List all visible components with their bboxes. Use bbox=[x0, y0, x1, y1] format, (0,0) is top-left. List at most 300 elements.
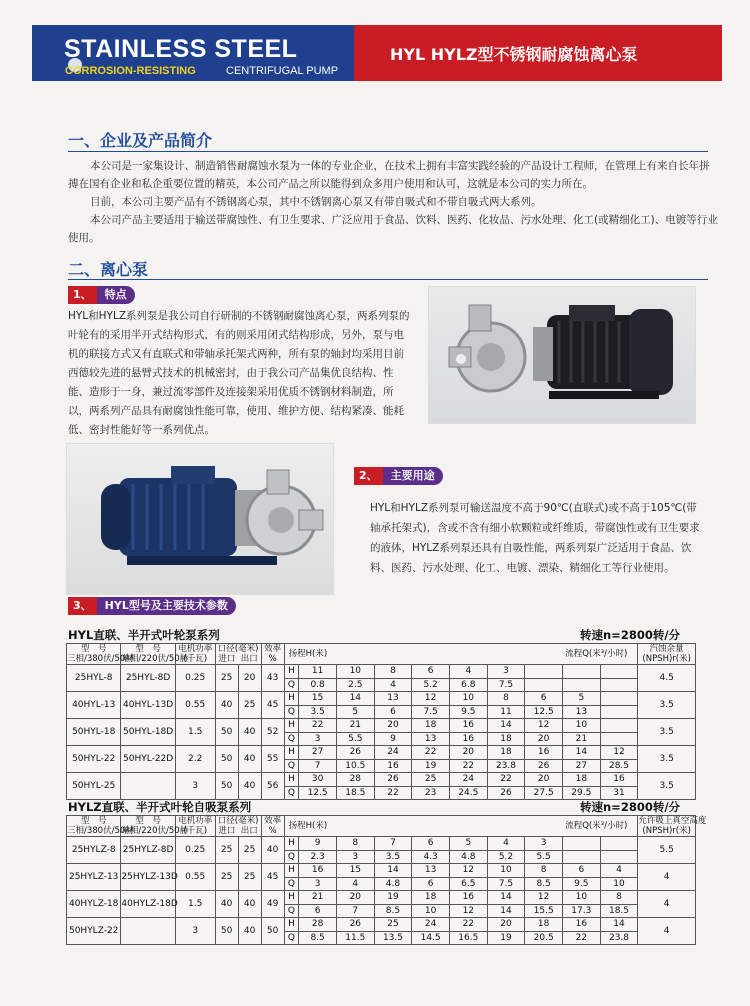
hylz-spec-table bbox=[66, 815, 707, 945]
head-value: 13 bbox=[412, 864, 450, 878]
divider bbox=[68, 279, 708, 280]
table-text: (NPSH)r(米) bbox=[642, 654, 691, 664]
flow-value: 21 bbox=[562, 732, 600, 746]
head-value: 8 bbox=[374, 665, 412, 679]
feature-tag bbox=[68, 286, 135, 304]
flow-value: 3 bbox=[299, 732, 337, 746]
flow-value: 10 bbox=[600, 877, 638, 891]
q-label: Q bbox=[284, 732, 299, 746]
flow-value: 5.2 bbox=[412, 678, 450, 692]
flow-value: 3.5 bbox=[374, 850, 412, 864]
outlet-cell: 40 bbox=[238, 891, 261, 918]
flow-value: 22 bbox=[449, 759, 487, 773]
flow-value: 9.5 bbox=[562, 877, 600, 891]
col-npsh-header bbox=[638, 816, 707, 837]
flow-value: 23.8 bbox=[600, 931, 638, 945]
flow-value bbox=[562, 850, 600, 864]
head-value: 20 bbox=[336, 891, 374, 905]
intro-p1: 本公司是一家集设计、制造销售耐腐蚀水泵为一体的专业企业，在技术上拥有丰富实践经验的产品设计工程师，在管理上有来自长年拼搏在国有企业和私企重要位置的精英，本公司产品之所以能得到众多用户使用和认可，这就是本公司的实力所在。 bbox=[68, 160, 710, 190]
head-value bbox=[600, 837, 638, 851]
power-cell: 0.25 bbox=[175, 665, 215, 692]
head-value bbox=[600, 665, 638, 679]
power-cell: 0.55 bbox=[175, 864, 215, 891]
flow-value: 28.5 bbox=[600, 759, 638, 773]
head-value: 22 bbox=[412, 746, 450, 760]
head-value: 18 bbox=[412, 891, 450, 905]
flow-value: 12.5 bbox=[525, 705, 563, 719]
banner-title-en: STAINLESS STEEL bbox=[64, 35, 298, 63]
hyl-table-title: HYL直联、半开式叶轮泵系列 bbox=[68, 628, 220, 642]
intro-text bbox=[68, 157, 718, 247]
inlet-cell: 50 bbox=[215, 918, 238, 945]
model3-cell: 50HYL-25 bbox=[67, 773, 121, 800]
power-cell: 0.55 bbox=[175, 692, 215, 719]
flow-value: 26 bbox=[487, 786, 525, 800]
model3-cell: 40HYLZ-18 bbox=[67, 891, 121, 918]
inlet-cell: 50 bbox=[215, 719, 238, 746]
npsh-cell: 3.5 bbox=[638, 773, 696, 800]
outlet-cell: 40 bbox=[238, 719, 261, 746]
flow-value: 20 bbox=[525, 732, 563, 746]
power-cell: 3 bbox=[175, 773, 215, 800]
flow-value bbox=[600, 678, 638, 692]
eff-cell: 56 bbox=[261, 773, 284, 800]
npsh-cell: 4 bbox=[638, 891, 696, 918]
table-row bbox=[67, 746, 696, 760]
flow-value: 6 bbox=[299, 904, 337, 918]
table-text: 型 号 bbox=[80, 816, 107, 826]
flow-value: 0.8 bbox=[299, 678, 337, 692]
head-value: 4 bbox=[449, 665, 487, 679]
power-cell: 1.5 bbox=[175, 891, 215, 918]
head-value: 15 bbox=[336, 864, 374, 878]
table-text: 三相/380伏/50赫 bbox=[67, 826, 134, 836]
npsh-cell: 4 bbox=[638, 918, 696, 945]
flow-value: 4 bbox=[374, 678, 412, 692]
head-value: 21 bbox=[336, 719, 374, 733]
h-label: H bbox=[284, 891, 299, 905]
eff-cell: 52 bbox=[261, 719, 284, 746]
npsh-cell: 5.5 bbox=[638, 837, 696, 864]
table-text: 进口 bbox=[218, 654, 236, 664]
q-label: Q bbox=[284, 786, 299, 800]
power-cell: 0.25 bbox=[175, 837, 215, 864]
head-value: 3 bbox=[487, 665, 525, 679]
tag-number: 3、 bbox=[68, 597, 97, 615]
table-text: 效率 bbox=[264, 644, 282, 654]
h-label: H bbox=[284, 692, 299, 706]
power-cell: 3 bbox=[175, 918, 215, 945]
eff-cell: 43 bbox=[261, 665, 284, 692]
head-value: 14 bbox=[600, 918, 638, 932]
flow-value: 10 bbox=[412, 904, 450, 918]
outlet-cell: 20 bbox=[238, 665, 261, 692]
inlet-cell: 25 bbox=[215, 864, 238, 891]
eff-cell: 55 bbox=[261, 746, 284, 773]
head-value: 10 bbox=[449, 692, 487, 706]
flow-value: 13.5 bbox=[374, 931, 412, 945]
col-npsh-header bbox=[638, 644, 696, 665]
section2-heading: 二、离心泵 bbox=[68, 260, 149, 279]
head-value: 24 bbox=[412, 918, 450, 932]
flow-value bbox=[525, 678, 563, 692]
head-value: 16 bbox=[525, 746, 563, 760]
head-value: 6 bbox=[562, 864, 600, 878]
flow-value: 3.5 bbox=[299, 705, 337, 719]
q-label: Q bbox=[284, 904, 299, 918]
flow-value: 19 bbox=[487, 931, 525, 945]
h-label: H bbox=[284, 746, 299, 760]
flow-value: 4.3 bbox=[412, 850, 450, 864]
flow-value: 6 bbox=[412, 877, 450, 891]
model1-cell bbox=[121, 773, 175, 800]
flow-value: 5 bbox=[336, 705, 374, 719]
head-value: 28 bbox=[336, 773, 374, 787]
flow-value: 8.5 bbox=[525, 877, 563, 891]
head-value: 10 bbox=[562, 719, 600, 733]
flow-value: 8.5 bbox=[299, 931, 337, 945]
h-label: H bbox=[284, 719, 299, 733]
hylz-table-title: HYLZ直联、半开式叶轮自吸泵系列 bbox=[68, 800, 252, 814]
inlet-cell: 25 bbox=[215, 665, 238, 692]
head-value: 10 bbox=[336, 665, 374, 679]
npsh-cell: 4.5 bbox=[638, 665, 696, 692]
model1-cell: 25HYLZ-13D bbox=[121, 864, 175, 891]
flow-value: 7.5 bbox=[412, 705, 450, 719]
flow-value: 11 bbox=[487, 705, 525, 719]
col-diameter-header bbox=[215, 816, 261, 837]
intro-p3: 本公司产品主要适用于输送带腐蚀性、有卫生要求、广泛应用于食品、饮料、医药、化妆品、污水处理、化工(或精细化工)、电镀等行业使用。 bbox=[68, 214, 718, 244]
head-value: 20 bbox=[449, 746, 487, 760]
table-text: 流程Q(米³/小时) bbox=[565, 649, 628, 659]
flow-value: 18.5 bbox=[336, 786, 374, 800]
col-eff-header bbox=[261, 816, 284, 837]
table-text: 扬程H(米) bbox=[288, 821, 328, 831]
tag-label: 特点 bbox=[97, 286, 135, 304]
flow-value: 18.5 bbox=[600, 904, 638, 918]
head-value: 5 bbox=[449, 837, 487, 851]
head-value: 16 bbox=[600, 773, 638, 787]
features-text: HYL和HYLZ系列泵是我公司自行研制的不锈钢耐腐蚀离心泵，两系列泵的叶轮有的采用半开式结构形式，有的则采用闭式结构形成，另外，泵与电机的联接方式又有直联式和带轴承托架式两种，所有泵的轴封均采用目前西德较先进的悬臂式技术的机械密封，由于我公司产品集优良结构、性能、造形于一身，兼过流零部件及连接架采用优质不锈钢材料制造，所以，两系列产品具有耐腐蚀性能可靠，使用、维护方便、结构紧凑、能耗低、密封性能好等一系列优点。 bbox=[68, 310, 410, 436]
hylz-speed: 转速n=2800转/分 bbox=[580, 800, 681, 814]
head-value: 4 bbox=[487, 837, 525, 851]
head-value: 24 bbox=[374, 746, 412, 760]
head-value: 18 bbox=[562, 773, 600, 787]
flow-value: 18 bbox=[487, 732, 525, 746]
npsh-cell: 3.5 bbox=[638, 692, 696, 719]
flow-value: 17.3 bbox=[562, 904, 600, 918]
head-value: 26 bbox=[374, 773, 412, 787]
head-value: 20 bbox=[374, 719, 412, 733]
table-text: (NPSH)r(米) bbox=[642, 826, 691, 836]
table-text: 口径(毫米) bbox=[217, 816, 259, 826]
head-value: 26 bbox=[336, 918, 374, 932]
head-value: 6 bbox=[412, 837, 450, 851]
table-text: 型 号 bbox=[80, 644, 107, 654]
head-value: 28 bbox=[299, 918, 337, 932]
head-value: 10 bbox=[487, 864, 525, 878]
head-value: 16 bbox=[449, 719, 487, 733]
flow-value: 8.5 bbox=[374, 904, 412, 918]
table-text: 单相/220伏/50赫 bbox=[121, 654, 189, 664]
head-value: 19 bbox=[374, 891, 412, 905]
inlet-cell: 50 bbox=[215, 773, 238, 800]
inlet-cell: 25 bbox=[215, 837, 238, 864]
npsh-cell: 3.5 bbox=[638, 746, 696, 773]
head-value: 18 bbox=[525, 918, 563, 932]
table-text: 口径(毫米) bbox=[217, 644, 259, 654]
q-label: Q bbox=[284, 931, 299, 945]
table-text: 允许吸上真空高度 bbox=[638, 816, 707, 826]
power-cell: 1.5 bbox=[175, 719, 215, 746]
tag-number: 1、 bbox=[68, 286, 97, 304]
flow-value: 14 bbox=[487, 904, 525, 918]
flow-value: 6.5 bbox=[449, 877, 487, 891]
pump-photo-1 bbox=[428, 286, 696, 424]
table-text: 三相/380伏/50赫 bbox=[67, 654, 134, 664]
divider bbox=[68, 151, 708, 152]
head-value: 8 bbox=[525, 864, 563, 878]
model1-cell: 25HYLZ-8D bbox=[121, 837, 175, 864]
head-value: 22 bbox=[487, 773, 525, 787]
eff-cell: 45 bbox=[261, 864, 284, 891]
table-text: 进口 bbox=[218, 826, 236, 836]
table-text: % bbox=[268, 826, 277, 836]
tag-label: 主要用途 bbox=[383, 467, 443, 485]
head-value: 25 bbox=[412, 773, 450, 787]
flow-value: 14.5 bbox=[412, 931, 450, 945]
table-row bbox=[67, 837, 696, 851]
outlet-cell: 25 bbox=[238, 837, 261, 864]
flow-value: 13 bbox=[412, 732, 450, 746]
flow-value: 2.3 bbox=[299, 850, 337, 864]
head-value: 12 bbox=[412, 692, 450, 706]
usage-tag bbox=[354, 467, 443, 485]
inlet-cell: 40 bbox=[215, 692, 238, 719]
flow-value: 13 bbox=[562, 705, 600, 719]
h-label: H bbox=[284, 773, 299, 787]
head-value: 5 bbox=[562, 692, 600, 706]
h-label: H bbox=[284, 864, 299, 878]
flow-value: 4.8 bbox=[449, 850, 487, 864]
head-value: 15 bbox=[299, 692, 337, 706]
head-value bbox=[562, 665, 600, 679]
head-value: 8 bbox=[487, 692, 525, 706]
flow-value: 16 bbox=[449, 732, 487, 746]
flow-value: 5.5 bbox=[336, 732, 374, 746]
head-value: 27 bbox=[299, 746, 337, 760]
table-text: 汽蚀余量 bbox=[649, 644, 684, 654]
head-value: 24 bbox=[449, 773, 487, 787]
eff-cell: 40 bbox=[261, 837, 284, 864]
model1-cell: 40HYL-13D bbox=[121, 692, 175, 719]
model3-cell: 50HYL-18 bbox=[67, 719, 121, 746]
head-value: 8 bbox=[600, 891, 638, 905]
flow-value: 6 bbox=[374, 705, 412, 719]
model3-cell: 25HYLZ-8 bbox=[67, 837, 121, 864]
head-value: 30 bbox=[299, 773, 337, 787]
flow-value: 4.8 bbox=[374, 877, 412, 891]
flow-value: 27.5 bbox=[525, 786, 563, 800]
head-value: 25 bbox=[374, 918, 412, 932]
col-model1-header bbox=[121, 816, 189, 837]
col-head-flow-header bbox=[284, 644, 638, 665]
flow-value bbox=[562, 678, 600, 692]
inlet-cell: 50 bbox=[215, 746, 238, 773]
npsh-cell: 4 bbox=[638, 864, 696, 891]
flow-value: 12 bbox=[449, 904, 487, 918]
head-value bbox=[600, 692, 638, 706]
q-label: Q bbox=[284, 678, 299, 692]
head-value: 6 bbox=[412, 665, 450, 679]
flow-value: 22 bbox=[374, 786, 412, 800]
outlet-cell: 25 bbox=[238, 864, 261, 891]
flow-value: 7 bbox=[299, 759, 337, 773]
head-value: 22 bbox=[449, 918, 487, 932]
banner-sub-en-1: CORROSION-RESISTING bbox=[65, 65, 196, 77]
table-text: 扬程H(米) bbox=[288, 649, 328, 659]
inlet-cell: 40 bbox=[215, 891, 238, 918]
head-value: 20 bbox=[487, 918, 525, 932]
flow-value: 3 bbox=[336, 850, 374, 864]
table-text: 出口 bbox=[240, 826, 258, 836]
flow-value: 15.5 bbox=[525, 904, 563, 918]
flow-value: 7.5 bbox=[487, 877, 525, 891]
flow-value: 4 bbox=[336, 877, 374, 891]
table-text: (千瓦) bbox=[183, 826, 208, 836]
flow-value: 9.5 bbox=[449, 705, 487, 719]
table-text: 型 号 bbox=[135, 644, 161, 654]
banner-title-cn: HYL HYLZ型不锈钢耐腐蚀离心泵 bbox=[390, 45, 638, 64]
head-value: 14 bbox=[487, 891, 525, 905]
flow-value: 27 bbox=[562, 759, 600, 773]
head-value: 8 bbox=[336, 837, 374, 851]
flow-value: 10.5 bbox=[336, 759, 374, 773]
flow-value bbox=[600, 705, 638, 719]
params-tag bbox=[68, 597, 236, 615]
head-value: 21 bbox=[299, 891, 337, 905]
flow-value: 19 bbox=[412, 759, 450, 773]
flow-value: 23.8 bbox=[487, 759, 525, 773]
table-text: 电机功率 bbox=[178, 644, 213, 654]
table-row bbox=[67, 692, 696, 706]
head-value: 14 bbox=[487, 719, 525, 733]
q-label: Q bbox=[284, 877, 299, 891]
h-label: H bbox=[284, 665, 299, 679]
flow-value: 3 bbox=[299, 877, 337, 891]
q-label: Q bbox=[284, 759, 299, 773]
col-model3-header bbox=[67, 816, 134, 837]
h-label: H bbox=[284, 918, 299, 932]
head-value: 12 bbox=[525, 891, 563, 905]
flow-value: 20.5 bbox=[525, 931, 563, 945]
flow-value: 7.5 bbox=[487, 678, 525, 692]
pump-illustration-2 bbox=[67, 444, 333, 594]
head-value: 13 bbox=[374, 692, 412, 706]
eff-cell: 45 bbox=[261, 692, 284, 719]
flow-value: 26 bbox=[525, 759, 563, 773]
flow-value: 22 bbox=[562, 931, 600, 945]
head-value bbox=[525, 665, 563, 679]
model3-cell: 50HYLZ-22 bbox=[67, 918, 121, 945]
table-text: 效率 bbox=[264, 816, 282, 826]
hyl-speed: 转速n=2800转/分 bbox=[580, 628, 681, 642]
table-text: % bbox=[268, 654, 277, 664]
banner-sub-en-2: CENTRIFUGAL PUMP bbox=[226, 65, 339, 77]
head-value bbox=[562, 837, 600, 851]
head-value: 14 bbox=[562, 746, 600, 760]
flow-value: 31 bbox=[600, 786, 638, 800]
flow-value: 23 bbox=[412, 786, 450, 800]
flow-value: 29.5 bbox=[562, 786, 600, 800]
head-value: 3 bbox=[525, 837, 563, 851]
head-value: 18 bbox=[412, 719, 450, 733]
head-value bbox=[600, 719, 638, 733]
outlet-cell: 40 bbox=[238, 918, 261, 945]
model3-cell: 25HYL-8 bbox=[67, 665, 121, 692]
model1-cell bbox=[121, 918, 175, 945]
outlet-cell: 40 bbox=[238, 773, 261, 800]
outlet-cell: 25 bbox=[238, 692, 261, 719]
npsh-cell: 3.5 bbox=[638, 719, 696, 746]
head-value: 14 bbox=[374, 864, 412, 878]
model1-cell: 25HYL-8D bbox=[121, 665, 175, 692]
outlet-cell: 40 bbox=[238, 746, 261, 773]
head-value: 16 bbox=[299, 864, 337, 878]
flow-value: 5.2 bbox=[487, 850, 525, 864]
flow-value: 2.5 bbox=[336, 678, 374, 692]
table-text: 出口 bbox=[240, 654, 258, 664]
power-cell: 2.2 bbox=[175, 746, 215, 773]
flow-value: 6.8 bbox=[449, 678, 487, 692]
head-value: 20 bbox=[525, 773, 563, 787]
head-value: 4 bbox=[600, 864, 638, 878]
flow-value bbox=[600, 732, 638, 746]
table-text: 流程Q(米³/小时) bbox=[565, 821, 628, 831]
table-row bbox=[67, 891, 696, 905]
model1-cell: 40HYLZ-18D bbox=[121, 891, 175, 918]
pump-photo-2 bbox=[66, 443, 334, 595]
head-value: 22 bbox=[299, 719, 337, 733]
table-row bbox=[67, 665, 696, 679]
section1-heading: 一、企业及产品简介 bbox=[68, 131, 213, 150]
table-row bbox=[67, 864, 696, 878]
intro-p2: 目前，本公司主要产品有不锈钢离心泵，其中不锈钢离心泵又有带自吸式和不带自吸式两大系列。 bbox=[90, 196, 542, 208]
pump-illustration-1 bbox=[429, 287, 695, 423]
model3-cell: 40HYL-13 bbox=[67, 692, 121, 719]
head-value: 16 bbox=[449, 891, 487, 905]
q-label: Q bbox=[284, 705, 299, 719]
head-value: 6 bbox=[525, 692, 563, 706]
head-value: 9 bbox=[299, 837, 337, 851]
tag-label: HYL型号及主要技术参数 bbox=[97, 597, 236, 615]
head-value: 12 bbox=[525, 719, 563, 733]
head-value: 11 bbox=[299, 665, 337, 679]
head-value: 18 bbox=[487, 746, 525, 760]
col-model1-header bbox=[121, 644, 189, 665]
head-value: 26 bbox=[336, 746, 374, 760]
eff-cell: 49 bbox=[261, 891, 284, 918]
eff-cell: 50 bbox=[261, 918, 284, 945]
usage-text: HYL和HYLZ系列泵可输送温度不高于90℃(直联式)或不高于105℃(带轴承托架式)，含或不含有细小软颗粒或纤维质，带腐蚀性或有卫生要求的液体，HYLZ系列泵还具有自吸性能，两系列泵广泛适用于食品、饮料、医药、污水处理、化工、电镀、漂染、精细化工等行业使用。 bbox=[370, 502, 700, 574]
table-text: 型 号 bbox=[135, 816, 161, 826]
col-head-flow-header bbox=[284, 816, 638, 837]
model3-cell: 25HYLZ-13 bbox=[67, 864, 121, 891]
flow-value: 12.5 bbox=[299, 786, 337, 800]
head-value: 12 bbox=[600, 746, 638, 760]
flow-value: 16 bbox=[374, 759, 412, 773]
table-row bbox=[67, 773, 696, 787]
